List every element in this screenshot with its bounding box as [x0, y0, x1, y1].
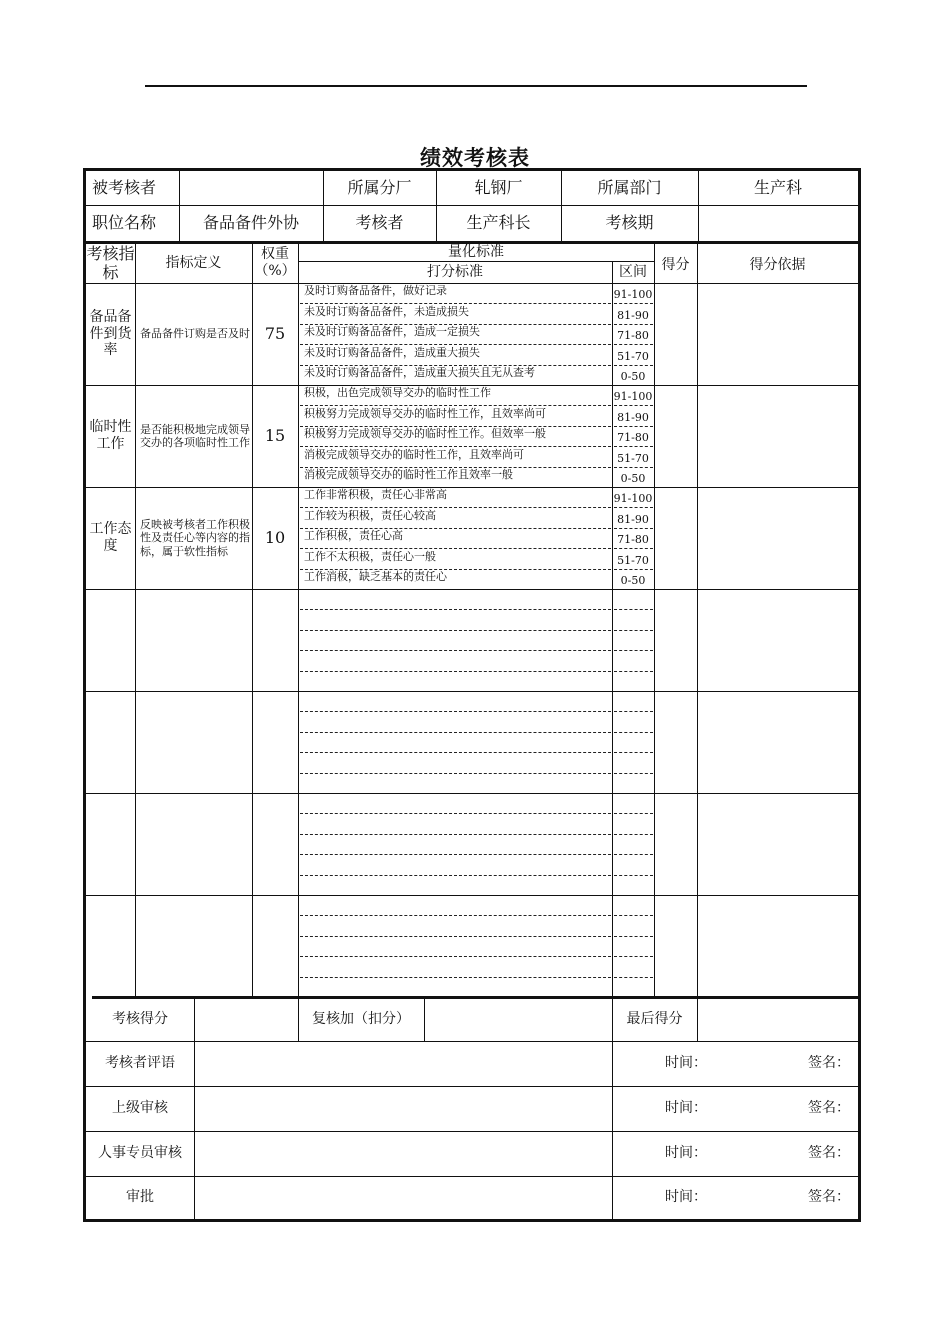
label-final-score: 最后得分 — [626, 1010, 683, 1027]
dashed-rule — [300, 956, 611, 957]
range-label: 0-50 — [620, 574, 646, 587]
dashed-rule — [300, 507, 611, 508]
dashed-rule — [300, 915, 611, 916]
indicator-definition: 是否能积极地完成领导交办的各项临时性工作 — [140, 422, 250, 449]
dashed-rule — [300, 467, 611, 468]
dashed-rule — [300, 365, 611, 366]
dashed-rule — [300, 834, 611, 835]
range-label: 71-80 — [617, 431, 649, 444]
adjustment-field[interactable] — [424, 997, 612, 1041]
dashed-rule — [300, 752, 611, 753]
dashed-rule — [614, 834, 653, 835]
dashed-rule — [614, 426, 653, 427]
branch-plant-value: 轧钢厂 — [474, 178, 523, 198]
assessor-comment-field[interactable] — [194, 1041, 612, 1086]
dashed-rule — [614, 813, 653, 814]
time-label: 时间： — [665, 1145, 707, 1162]
page-title: 绩效考核表 — [420, 145, 530, 170]
indicator-definition: 反映被考核者工作积极性及责任心等内容的指标，属于软性指标 — [140, 518, 250, 558]
total-score-field[interactable] — [194, 997, 298, 1041]
approval-field[interactable] — [194, 1176, 612, 1219]
col-basis: 得分依据 — [749, 257, 806, 273]
supervisor-review-field[interactable] — [194, 1086, 612, 1131]
divider — [654, 243, 655, 997]
range-label: 81-90 — [617, 411, 649, 424]
range-label: 91-100 — [613, 492, 653, 505]
dashed-rule — [300, 977, 611, 978]
label-assessor-comment: 考核者评语 — [105, 1055, 175, 1072]
criterion: 消极完成领导交办的临时性工作，且效率尚可 — [304, 448, 524, 461]
col-definition: 指标定义 — [165, 254, 222, 271]
label-total-score: 考核得分 — [112, 1010, 168, 1027]
dashed-rule — [300, 773, 611, 774]
dashed-rule — [300, 426, 611, 427]
divider — [697, 243, 698, 997]
indicator-weight: 75 — [264, 324, 286, 344]
signature-label: 签名： — [808, 1145, 850, 1162]
dashed-rule — [300, 630, 611, 631]
signature-label: 签名： — [808, 1100, 850, 1117]
dashed-rule — [614, 854, 653, 855]
dashed-rule — [614, 732, 653, 733]
dashed-rule — [300, 936, 611, 937]
dashed-rule — [614, 405, 653, 406]
indicator-weight: 10 — [264, 528, 286, 548]
label-position: 职位名称 — [92, 213, 157, 233]
dashed-rule — [300, 732, 611, 733]
label-appraisee: 被考核者 — [92, 178, 157, 198]
label-supervisor-review: 上级审核 — [112, 1100, 168, 1117]
label-branch-plant: 所属分厂 — [347, 178, 412, 198]
final-score-field[interactable] — [697, 997, 858, 1041]
dashed-rule — [614, 773, 653, 774]
dashed-rule — [614, 548, 653, 549]
criterion: 工作较为积极，责任心较高 — [304, 509, 436, 522]
range-label: 0-50 — [620, 370, 646, 383]
range-label: 81-90 — [617, 513, 649, 526]
divider — [298, 243, 299, 997]
indicator-name: 工作态度 — [89, 521, 132, 554]
criterion: 工作不太积极，责任心一般 — [304, 550, 436, 563]
dashed-rule — [614, 303, 653, 304]
range-label: 51-70 — [617, 350, 649, 363]
criterion: 未及时订购备品备件，造成重大损失且无从查考 — [304, 366, 535, 379]
col-score: 得分 — [661, 257, 690, 273]
dashed-rule — [614, 650, 653, 651]
time-label: 时间： — [665, 1189, 707, 1206]
dashed-rule — [614, 467, 653, 468]
dashed-rule — [300, 854, 611, 855]
dashed-rule — [614, 630, 653, 631]
dashed-rule — [300, 324, 611, 325]
dashed-rule — [614, 569, 653, 570]
range-label: 51-70 — [617, 554, 649, 567]
dashed-rule — [300, 650, 611, 651]
dashed-rule — [614, 711, 653, 712]
indicator-name: 临时性工作 — [89, 419, 132, 452]
divider — [86, 895, 858, 896]
col-indicator: 考核指标 — [86, 243, 135, 282]
dashed-rule — [300, 344, 611, 345]
dashed-rule — [614, 344, 653, 345]
divider — [135, 243, 136, 997]
indicator-weight: 15 — [264, 426, 286, 446]
appraisee-value[interactable] — [179, 171, 323, 205]
appraisal-form — [83, 168, 861, 1222]
time-label: 时间： — [665, 1100, 707, 1117]
label-hr-review: 人事专员审核 — [98, 1145, 182, 1162]
label-assessor: 考核者 — [355, 213, 404, 233]
range-label: 51-70 — [617, 452, 649, 465]
range-label: 81-90 — [617, 309, 649, 322]
criterion: 积极，出色完成领导交办的临时性工作 — [304, 386, 491, 399]
dashed-rule — [300, 446, 611, 447]
dashed-rule — [614, 507, 653, 508]
criterion: 未及时订购备品备件，造成重大损失 — [304, 346, 480, 359]
range-label: 71-80 — [617, 329, 649, 342]
range-label: 91-100 — [613, 390, 653, 403]
dashed-rule — [300, 303, 611, 304]
dashed-rule — [300, 813, 611, 814]
label-department: 所属部门 — [597, 178, 662, 198]
indicator-definition: 备品备件订购是否及时 — [140, 327, 250, 341]
dashed-rule — [614, 365, 653, 366]
hr-review-field[interactable] — [194, 1131, 612, 1176]
col-weight: 权重（%） — [254, 246, 296, 279]
position-value: 备品备件外协 — [202, 213, 299, 233]
time-label: 时间： — [665, 1055, 707, 1072]
assessor-value: 生产科长 — [466, 213, 531, 233]
dashed-rule — [614, 875, 653, 876]
dashed-rule — [300, 671, 611, 672]
dashed-rule — [614, 324, 653, 325]
dashed-rule — [614, 609, 653, 610]
dashed-rule — [300, 609, 611, 610]
criterion: 消极完成领导交办的临时性工作且效率一般 — [304, 468, 513, 481]
label-approval: 审批 — [126, 1189, 154, 1206]
dashed-rule — [614, 752, 653, 753]
range-label: 71-80 — [617, 533, 649, 546]
dashed-rule — [300, 875, 611, 876]
range-label: 91-100 — [613, 288, 653, 301]
signature-label: 签名： — [808, 1055, 850, 1072]
dashed-rule — [300, 405, 611, 406]
range-label: 0-50 — [620, 472, 646, 485]
criterion: 未及时订购备品备件，造成一定损失 — [304, 325, 480, 338]
dashed-rule — [614, 671, 653, 672]
top-rule — [145, 85, 807, 87]
divider — [86, 589, 858, 590]
dashed-rule — [300, 711, 611, 712]
dashed-rule — [614, 446, 653, 447]
period-value[interactable] — [698, 205, 858, 241]
label-adjustment: 复核加（扣分） — [312, 1010, 410, 1027]
dashed-rule — [614, 915, 653, 916]
col-quant: 量化标准 — [448, 243, 504, 260]
criterion: 积极努力完成领导交办的临时性工作，且效率尚可 — [304, 407, 546, 420]
department-value: 生产科 — [753, 178, 802, 198]
dashed-rule — [300, 528, 611, 529]
label-period: 考核期 — [605, 213, 654, 233]
dashed-rule — [614, 528, 653, 529]
dashed-rule — [614, 977, 653, 978]
criterion: 未及时订购备品备件，未造成损失 — [304, 305, 469, 318]
col-criteria: 打分标准 — [427, 263, 483, 280]
criterion: 工作消极，缺乏基本的责任心 — [304, 570, 447, 583]
divider — [86, 793, 858, 794]
criterion: 积极努力完成领导交办的临时性工作。但效率一般 — [304, 427, 546, 440]
dashed-rule — [614, 956, 653, 957]
dashed-rule — [300, 569, 611, 570]
criterion: 及时订购备品备件，做好记录 — [304, 284, 447, 297]
criterion: 工作非常积极，责任心非常高 — [304, 488, 447, 501]
signature-label: 签名： — [808, 1189, 850, 1206]
indicator-name: 备品备件到货率 — [89, 308, 132, 359]
dashed-rule — [614, 936, 653, 937]
col-range: 区间 — [619, 263, 647, 280]
dashed-rule — [300, 548, 611, 549]
divider — [86, 691, 858, 692]
criterion: 工作积极，责任心高 — [304, 529, 403, 542]
